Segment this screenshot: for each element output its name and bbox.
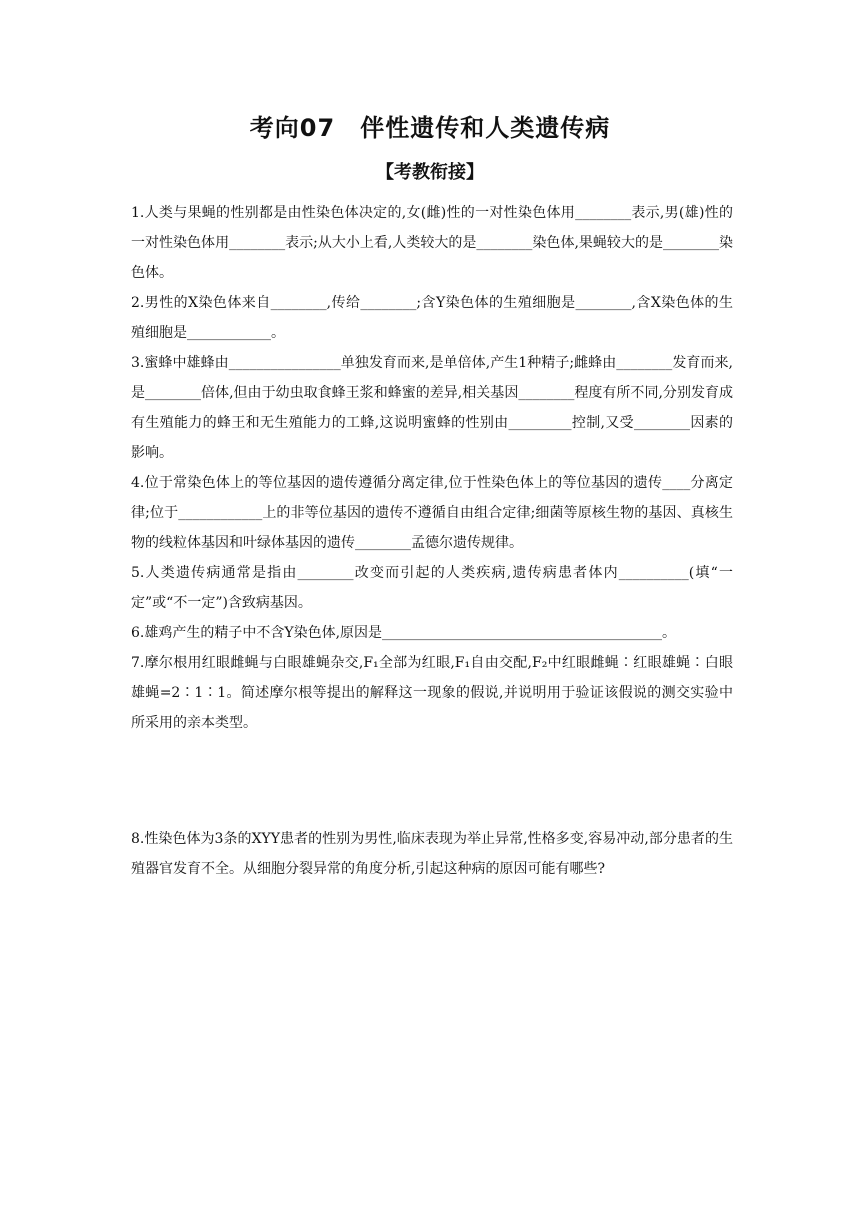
question-4: 4.位于常染色体上的等位基因的遗传遵循分离定律,位于性染色体上的等位基因的遗传____分离定律;位于____________上的非等位基因的遗传不遵循自由组合定律;细菌等原核生物的基因、真核生物的线粒体基因和叶绿体基因的遗传________孟德尔遗传规律。 — [131, 475, 733, 551]
question-6: 6.雄鸡产生的精子中不含Y染色体,原因是________________________________________。 — [131, 625, 677, 641]
page-title: 考向07 伴性遗传和人类遗传病 — [249, 114, 611, 142]
question-8: 8.性染色体为3条的XYY患者的性别为男性,临床表现为举止异常,性格多变,容易冲动,部分患者的生殖器官发育不全。从细胞分裂异常的角度分析,引起这种病的原因可能有哪些? — [131, 831, 733, 877]
question-list — [131, 198, 733, 884]
section-heading: 【考教衔接】 — [376, 162, 484, 183]
question-7: 7.摩尔根用红眼雌蝇与白眼雄蝇杂交,F₁全部为红眼,F₁自由交配,F₂中红眼雌蝇∶红眼雄蝇∶白眼雄蝇=2∶1∶1。简述摩尔根等提出的解释这一现象的假说,并说明用于验证该假说的测交实验中所采用的亲本类型。 — [131, 655, 733, 731]
question-1: 1.人类与果蝇的性别都是由性染色体决定的,女(雌)性的一对性染色体用________表示,男(雄)性的一对性染色体用________表示;从大小上看,人类较大的是________染色体,果蝇较大的是________染色体。 — [131, 205, 733, 281]
question-2: 2.男性的X染色体来自________,传给________;含Y染色体的生殖细胞是________,含X染色体的生殖细胞是____________。 — [131, 295, 733, 341]
question-5: 5.人类遗传病通常是指由________改变而引起的人类疾病,遗传病患者体内__________(填“一定”或“不一定”)含致病基因。 — [131, 565, 733, 611]
question-3: 3.蜜蜂中雄蜂由________________单独发育而来,是单倍体,产生1种精子;雌蜂由________发育而来,是________倍体,但由于幼虫取食蜂王浆和蜂蜜的差异,相关基因________程度有所不同,分别发育成有生殖能力的蜂王和无生殖能力的工蜂,这说明蜜蜂的性别由_________控制,又受________因素的影响。 — [131, 355, 733, 461]
answer-space — [131, 738, 733, 824]
